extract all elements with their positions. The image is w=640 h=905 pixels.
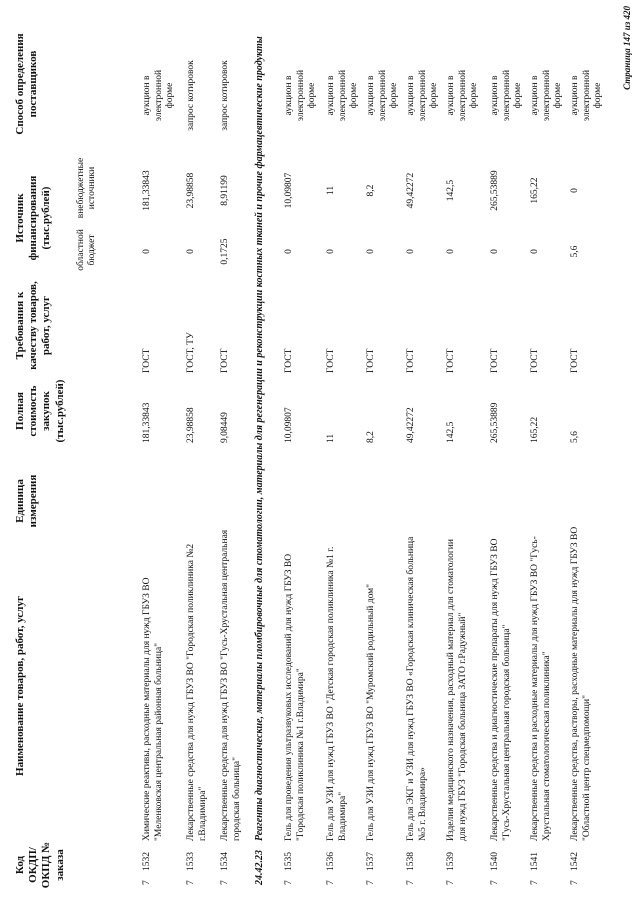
section-code: 24.42.23 [254, 850, 265, 885]
row-requirements: ГОСТ [530, 348, 540, 373]
row-method: запрос котировок [220, 60, 230, 131]
row-code: 7 [446, 880, 456, 885]
row-requirements: ГОСТ, ТУ [186, 332, 196, 373]
row-method: аукцион в электронной форме [490, 69, 524, 122]
row-method: аукцион в электронной форме [366, 69, 400, 122]
row-cost: 265,53889 [490, 402, 500, 443]
row-method: аукцион в электронной форме [326, 69, 360, 122]
row-external: 11 [326, 185, 336, 196]
row-requirements: ГОСТ [142, 348, 152, 373]
row-regional: 0 [142, 249, 152, 254]
row-number: 1541 [530, 852, 540, 871]
header-unit: Единица измерения [14, 474, 40, 528]
row-external: 165,22 [530, 177, 540, 204]
row-cost: 11 [326, 433, 336, 443]
row-number: 1532 [142, 852, 152, 871]
row-regional: 0 [326, 249, 336, 254]
row-regional: 0 [186, 249, 196, 254]
row-external: 10,09807 [284, 172, 294, 209]
row-code: 7 [142, 880, 152, 885]
row-cost: 23,98858 [186, 407, 196, 443]
row-requirements: ГОСТ [570, 348, 580, 373]
row-external: 0 [570, 188, 580, 193]
header-method: Способ определения поставщиков [14, 33, 40, 135]
row-code: 7 [530, 880, 540, 885]
row-external: 265,53889 [490, 170, 500, 211]
header-funding-external: внебюджетные источники [76, 157, 98, 219]
row-regional: 0,1725 [220, 238, 230, 265]
row-code: 7 [326, 880, 336, 885]
row-cost: 49,42272 [406, 407, 416, 443]
row-name: Химические реактивы, расходные материалы для нужд ГБУЗ ВО "Меленковская центральная районная больница" [142, 577, 164, 841]
row-name: Лекарственные средства для нужд ГБУЗ ВО "Гусь-Хрустальная центральная городская больница" [220, 529, 242, 841]
row-code: 7 [186, 880, 196, 885]
row-name: Лекарственные средства и расходные материалы для нужд ГБУЗ ВО "Гусь-Хрустальная стоматологическая поликлиника" [530, 536, 552, 841]
row-name: Изделия медицинского назначения, расходный материал для стоматологии для нужд ГБУЗ "Городская больница ЗАТО г.Радужный" [446, 539, 468, 841]
row-number: 1534 [220, 852, 230, 871]
header-requirements: Требования к качеству товаров, работ, услуг [14, 281, 53, 370]
row-method: аукцион в электронной форме [446, 69, 480, 122]
row-name: Гель для проведения ультразвуковых исследований для нужд ГБУЗ ВО "Городская поликлиника №1 г.Владимира" [284, 553, 306, 841]
row-method: аукцион в электронной форме [570, 69, 604, 122]
row-code: 7 [284, 880, 294, 885]
row-external: 23,98858 [186, 172, 196, 209]
row-regional: 5,6 [570, 245, 580, 258]
row-external: 49,42272 [406, 172, 416, 209]
row-name: Лекарственные средства и диагностические препараты для нужд ГБУЗ ВО "Гусь-Хрустальная центральная городская больница" [490, 538, 512, 841]
row-regional: 0 [284, 249, 294, 254]
row-regional: 0 [490, 249, 500, 254]
row-cost: 5,6 [570, 431, 580, 443]
row-cost: 9,08449 [220, 412, 230, 443]
row-number: 1542 [570, 852, 580, 871]
row-number: 1535 [284, 852, 294, 871]
row-name: Лекарственные средства, растворы, расходные материалы для нужд ГБУЗ ВО "Областной центр спецмедпомощи" [570, 526, 592, 841]
row-name: Гель для ЭКГ и УЗИ для нужд ГБУЗ ВО «Городская клиническая больница №5 г. Владимира» [406, 536, 428, 841]
row-number: 1540 [490, 852, 500, 871]
row-number: 1533 [186, 852, 196, 871]
row-code: 7 [570, 880, 580, 885]
row-external: 8,91199 [220, 175, 230, 206]
row-requirements: ГОСТ [220, 348, 230, 373]
row-method: аукцион в электронной форме [406, 69, 440, 122]
row-number: 1537 [366, 852, 376, 871]
row-code: 7 [366, 880, 376, 885]
row-requirements: ГОСТ [446, 348, 456, 373]
row-cost: 8,2 [366, 431, 376, 443]
row-requirements: ГОСТ [406, 348, 416, 373]
row-cost: 10,09807 [284, 407, 294, 443]
row-requirements: ГОСТ [366, 348, 376, 373]
row-name: Гель для УЗИ для нужд ГБУЗ ВО "Муромский родильный дом" [366, 583, 376, 841]
row-requirements: ГОСТ [490, 348, 500, 373]
row-regional: 0 [530, 249, 540, 254]
header-funding: Источник финансирования (тыс.рублей) [14, 175, 53, 261]
row-cost: 181,33843 [142, 402, 152, 443]
page-number: Страница 147 из 420 [621, 6, 632, 90]
row-requirements: ГОСТ [326, 348, 336, 373]
row-method: аукцион в электронной форме [142, 69, 176, 122]
row-name: Гель для УЗИ для нужд ГБУЗ ВО "Детская городская поликлиника №1 г. Владимира" [326, 546, 348, 841]
row-number: 1536 [326, 852, 336, 871]
row-regional: 0 [446, 249, 456, 254]
row-code: 7 [220, 880, 230, 885]
row-cost: 165,22 [530, 416, 540, 443]
row-requirements: ГОСТ [284, 348, 294, 373]
row-method: аукцион в электронной форме [284, 69, 318, 122]
row-code: 7 [490, 880, 500, 885]
row-regional: 0 [406, 249, 416, 254]
row-external: 8,2 [366, 184, 376, 197]
row-method: аукцион в электронной форме [530, 69, 564, 122]
header-code: Код ОКДП/ ОКПД № заказа [14, 841, 66, 889]
header-name: Наименование товаров, работ, услуг [14, 596, 26, 776]
row-external: 142,5 [446, 179, 456, 202]
row-name: Лекарственные средства для нужд ГБУЗ ВО "Городская поликлиника №2 г.Владимира" [186, 543, 208, 841]
section-text: Реагенты диагностические, материалы пломбировочные для стоматологии, материалы для регенерации и реконструкции костных тканей и прочие фармацевтические продукты [254, 36, 265, 841]
row-number: 1538 [406, 852, 416, 871]
row-cost: 142,5 [446, 421, 456, 443]
row-number: 1539 [446, 852, 456, 871]
header-cost: Полная стоимость закупок (тыс.рублей) [14, 379, 66, 443]
document-body [14, 11, 634, 891]
row-external: 181,33843 [142, 170, 152, 211]
row-method: запрос котировок [186, 60, 196, 131]
row-regional: 0 [366, 249, 376, 254]
row-code: 7 [406, 880, 416, 885]
header-funding-regional: областной бюджет [76, 229, 98, 271]
